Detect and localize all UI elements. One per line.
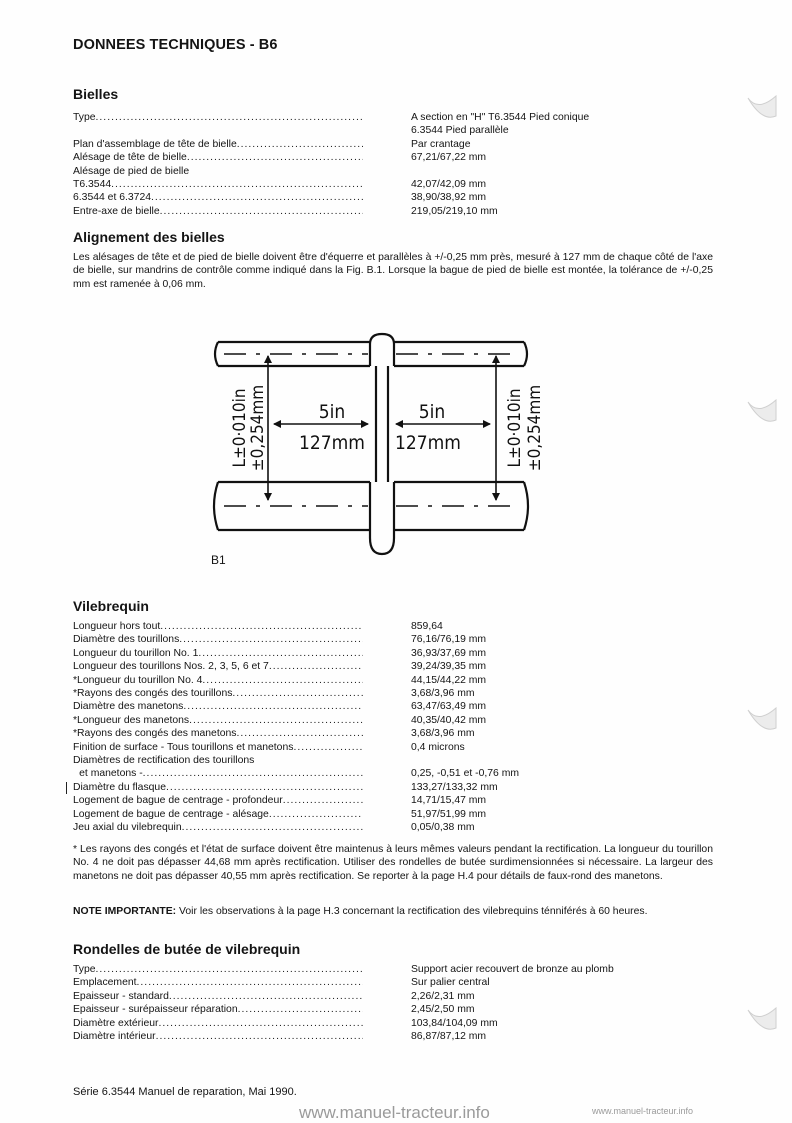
spec-value: 51,97/51,99 mm bbox=[411, 808, 487, 820]
leader-dots bbox=[238, 1003, 363, 1016]
leader-dots bbox=[269, 660, 363, 673]
spec-label bbox=[73, 191, 363, 204]
spec-label bbox=[73, 165, 363, 178]
spec-label bbox=[73, 781, 363, 794]
spec-value: 859,64 bbox=[411, 621, 443, 632]
leader-dots bbox=[151, 191, 363, 204]
spec-label bbox=[73, 754, 363, 767]
spec-row bbox=[73, 124, 716, 137]
spec-value: 3,68/3,96 mm bbox=[411, 728, 475, 740]
binder-tab-icon bbox=[744, 88, 778, 122]
spec-value: 6.3544 Pied parallèle bbox=[411, 125, 509, 137]
spec-label-text: Logement de bague de centrage - profondeur bbox=[73, 795, 283, 807]
spec-label-text: 6.3544 et 6.3724 bbox=[73, 192, 152, 204]
vilebrequin-note: * Les rayons des congés et l'état de surface doivent être maintenus à leurs mêmes valeurs pendant la rectification. La longueur du tourillon No. 4 ne doit pas dépasser 44,68 mm après rectification. Utiliser des rondelles de butée surdimensionnées si nécessaire. La largeur des manetons ne doit pas dépasser 40,55 mm après rectification. Se reporter à la page H.4 pour détails de faux-rond des manetons. bbox=[73, 844, 713, 882]
important-note-text: Voir les observations à la page H.3 concernant la rectification des vilebrequins ténniférés à 60 heures. bbox=[176, 906, 648, 917]
spec-label-text: Alésage de pied de bielle bbox=[73, 165, 190, 177]
spec-row bbox=[73, 178, 716, 191]
spec-value: 63,47/63,49 mm bbox=[411, 701, 487, 713]
leader-dots bbox=[237, 138, 363, 151]
spec-label-text: Diamètre extérieur bbox=[73, 1017, 159, 1029]
binder-tab-icon bbox=[744, 1000, 778, 1034]
leader-dots bbox=[96, 963, 363, 976]
spec-label-text: Diamètre des manetons bbox=[73, 701, 184, 713]
leader-dots bbox=[189, 714, 363, 727]
spec-value: 76,16/76,19 mm bbox=[411, 634, 487, 646]
leader-dots bbox=[198, 647, 363, 660]
spec-label-text: *Longueur des manetons bbox=[73, 714, 190, 726]
leader-dots bbox=[137, 976, 363, 989]
leader-dots bbox=[158, 1017, 363, 1030]
leader-dots bbox=[269, 808, 363, 821]
left-tolerance-mm: ±0,254mm bbox=[248, 384, 268, 472]
spec-row bbox=[73, 714, 716, 727]
spec-value: Sur palier central bbox=[411, 977, 490, 989]
spec-label-text: Longueur du tourillon No. 1 bbox=[73, 647, 199, 659]
spec-label bbox=[73, 963, 363, 976]
spec-label-text: Diamètre du flasque bbox=[73, 781, 166, 793]
revision-margin-bar bbox=[66, 782, 67, 794]
spec-label-text: Type bbox=[73, 112, 96, 123]
spec-row bbox=[73, 1030, 716, 1043]
leader-dots bbox=[283, 794, 363, 807]
right-tolerance-inch: L±0·010in bbox=[505, 388, 525, 468]
spec-label bbox=[73, 687, 363, 700]
spec-label bbox=[73, 1003, 363, 1016]
spec-row bbox=[73, 165, 716, 178]
spec-row bbox=[73, 990, 716, 1003]
spec-label bbox=[73, 674, 363, 687]
spec-label-text: Emplacement bbox=[73, 977, 137, 989]
section-title-bielles: Bielles bbox=[73, 86, 119, 102]
left-dim-mm: 127mm bbox=[299, 432, 365, 454]
spec-label-text: *Rayons des congés des manetons bbox=[73, 728, 237, 740]
leader-dots bbox=[156, 1030, 363, 1043]
spec-list-rondelles bbox=[73, 963, 716, 1043]
spec-label bbox=[73, 700, 363, 713]
spec-row bbox=[73, 111, 716, 124]
spec-row bbox=[73, 794, 716, 807]
spec-label bbox=[73, 111, 363, 124]
leader-dots bbox=[73, 124, 363, 137]
spec-value: 0,4 microns bbox=[411, 741, 465, 753]
leader-dots bbox=[182, 821, 363, 834]
spec-label-text: Diamètre des tourillons bbox=[73, 634, 180, 646]
spec-label-text: Alésage de tête de bielle bbox=[73, 152, 187, 164]
spec-value: Par crantage bbox=[411, 138, 471, 150]
spec-label bbox=[73, 124, 363, 137]
spec-value: 0,25, -0,51 et -0,76 mm bbox=[411, 768, 520, 780]
section-title-vilebrequin: Vilebrequin bbox=[73, 598, 149, 614]
right-dim-mm: 127mm bbox=[395, 432, 461, 454]
spec-label bbox=[73, 767, 363, 780]
spec-label-text: Epaisseur - standard bbox=[73, 990, 169, 1002]
spec-value: 2,45/2,50 mm bbox=[411, 1004, 475, 1016]
section-title-alignement: Alignement des bielles bbox=[73, 229, 225, 245]
spec-value: 42,07/42,09 mm bbox=[411, 179, 487, 191]
leader-dots bbox=[160, 620, 363, 633]
spec-value: 67,21/67,22 mm bbox=[411, 152, 487, 164]
right-tolerance-mm: ±0,254mm bbox=[525, 384, 545, 472]
spec-label bbox=[73, 138, 363, 151]
spec-label-text: et manetons - bbox=[79, 768, 143, 780]
rod-shank bbox=[376, 366, 388, 482]
spec-list-bielles bbox=[73, 111, 716, 218]
spec-label-text: Diamètres de rectification des tourillons bbox=[73, 755, 255, 767]
leader-dots bbox=[232, 687, 363, 700]
spec-list-vilebrequin bbox=[73, 620, 716, 835]
spec-value: 38,90/38,92 mm bbox=[411, 192, 487, 204]
spec-value: 219,05/219,10 mm bbox=[411, 205, 498, 217]
spec-row bbox=[73, 1003, 716, 1016]
page-title: DONNEES TECHNIQUES - B6 bbox=[73, 37, 278, 53]
spec-label bbox=[73, 151, 363, 164]
spec-label-text: T6.3544 bbox=[73, 179, 112, 191]
section-title-rondelles: Rondelles de butée de vilebrequin bbox=[73, 941, 301, 957]
spec-label bbox=[73, 620, 363, 633]
spec-label bbox=[73, 660, 363, 673]
spec-label-text: Logement de bague de centrage - alésage bbox=[73, 808, 269, 820]
rod-big-end bbox=[370, 482, 394, 554]
spec-value: 0,05/0,38 mm bbox=[411, 822, 475, 834]
spec-row bbox=[73, 647, 716, 660]
spec-row bbox=[73, 1017, 716, 1030]
spec-row bbox=[73, 808, 716, 821]
spec-row bbox=[73, 767, 716, 780]
spec-label bbox=[73, 727, 363, 740]
spec-label-text: Entre-axe de bielle bbox=[73, 205, 160, 217]
binder-tab-icon bbox=[744, 392, 778, 426]
spec-value: 3,68/3,96 mm bbox=[411, 688, 475, 700]
spec-label-text: Diamètre intérieur bbox=[73, 1031, 156, 1043]
spec-row bbox=[73, 700, 716, 713]
leader-dots bbox=[96, 111, 363, 124]
leader-dots bbox=[189, 165, 363, 178]
leader-dots bbox=[236, 727, 363, 740]
spec-label-text: Finition de surface - Tous tourillons et manetons bbox=[73, 741, 294, 753]
leader-dots bbox=[187, 151, 363, 164]
leader-dots bbox=[293, 741, 363, 754]
spec-row bbox=[73, 633, 716, 646]
spec-label bbox=[73, 178, 363, 191]
spec-row bbox=[73, 687, 716, 700]
spec-value: 103,84/104,09 mm bbox=[411, 1017, 498, 1029]
spec-row bbox=[73, 754, 716, 767]
leader-dots bbox=[169, 990, 363, 1003]
left-tolerance-inch: L±0·010in bbox=[230, 388, 250, 468]
spec-value: 2,26/2,31 mm bbox=[411, 990, 475, 1002]
binder-tab-icon bbox=[744, 700, 778, 734]
spec-row bbox=[73, 138, 716, 151]
spec-label-text: *Rayons des congés des tourillons bbox=[73, 688, 233, 700]
spec-value: 44,15/44,22 mm bbox=[411, 674, 487, 686]
spec-label bbox=[73, 976, 363, 989]
leader-dots bbox=[179, 633, 363, 646]
spec-value: 133,27/133,32 mm bbox=[411, 781, 498, 793]
watermark-large: www.manuel-tracteur.info bbox=[299, 1103, 490, 1122]
spec-label-text: Jeu axial du vilebrequin bbox=[73, 822, 182, 834]
spec-label-text: Plan d'assemblage de tête de bielle bbox=[73, 138, 237, 150]
connecting-rod-alignment-figure bbox=[200, 330, 560, 560]
leader-dots bbox=[166, 781, 363, 794]
spec-row bbox=[73, 151, 716, 164]
leader-dots bbox=[111, 178, 363, 191]
spec-row bbox=[73, 963, 716, 976]
spec-value: A section en "H" T6.3544 Pied conique bbox=[411, 112, 590, 123]
spec-label-text: Type bbox=[73, 964, 96, 975]
spec-value: 14,71/15,47 mm bbox=[411, 795, 487, 807]
spec-row bbox=[73, 781, 716, 794]
spec-label bbox=[73, 1017, 363, 1030]
right-dim-inch: 5in bbox=[418, 401, 446, 423]
left-dim-inch: 5in bbox=[318, 401, 346, 423]
spec-label-text: *Longueur du tourillon No. 4 bbox=[73, 674, 203, 686]
spec-value: 86,87/87,12 mm bbox=[411, 1031, 487, 1043]
spec-value: 40,35/40,42 mm bbox=[411, 714, 487, 726]
spec-label bbox=[73, 647, 363, 660]
spec-row bbox=[73, 620, 716, 633]
spec-label-text: Longueur des tourillons Nos. 2, 3, 5, 6 et 7 bbox=[73, 661, 269, 673]
spec-label bbox=[73, 990, 363, 1003]
alignement-text: Les alésages de tête et de pied de bielle doivent être d'équerre et parallèles à +/-0,25 mm près, mesuré à 127 mm de chaque côté de l'axe de bielle, sur mandrins de contrôle comme indiqué dans la Fig. B.1. Lorsque la bague de pied de bielle est montée, la tolérance de +/-0,25 mm est ramenée à 0,06 mm. bbox=[73, 252, 713, 290]
spec-value: Support acier recouvert de bronze au plomb bbox=[411, 964, 614, 975]
spec-row bbox=[73, 674, 716, 687]
spec-label bbox=[73, 205, 363, 218]
leader-dots bbox=[183, 700, 363, 713]
figure-label: B1 bbox=[211, 553, 226, 567]
leader-dots bbox=[143, 767, 363, 780]
footer: Série 6.3544 Manuel de reparation, Mai 1990. bbox=[73, 1086, 297, 1098]
spec-value: 39,24/39,35 mm bbox=[411, 661, 487, 673]
spec-label bbox=[73, 794, 363, 807]
spec-row bbox=[73, 741, 716, 754]
spec-row bbox=[73, 976, 716, 989]
important-note-label: NOTE IMPORTANTE: bbox=[73, 906, 177, 917]
spec-label-text: Longueur hors tout bbox=[73, 621, 161, 632]
rod-small-end bbox=[370, 334, 394, 366]
spec-row bbox=[73, 660, 716, 673]
spec-value: 36,93/37,69 mm bbox=[411, 647, 487, 659]
spec-label bbox=[73, 633, 363, 646]
leader-dots bbox=[254, 754, 363, 767]
leader-dots bbox=[202, 674, 363, 687]
spec-row bbox=[73, 205, 716, 218]
leader-dots bbox=[160, 205, 363, 218]
spec-label bbox=[73, 1030, 363, 1043]
spec-row bbox=[73, 191, 716, 204]
important-note bbox=[73, 905, 713, 918]
spec-label bbox=[73, 821, 363, 834]
spec-label bbox=[73, 741, 363, 754]
spec-row bbox=[73, 727, 716, 740]
spec-label bbox=[73, 714, 363, 727]
spec-label bbox=[73, 808, 363, 821]
spec-label-text: Epaisseur - surépaisseur réparation bbox=[73, 1004, 238, 1016]
spec-row bbox=[73, 821, 716, 834]
watermark-small: www.manuel-tracteur.info bbox=[592, 1106, 694, 1116]
